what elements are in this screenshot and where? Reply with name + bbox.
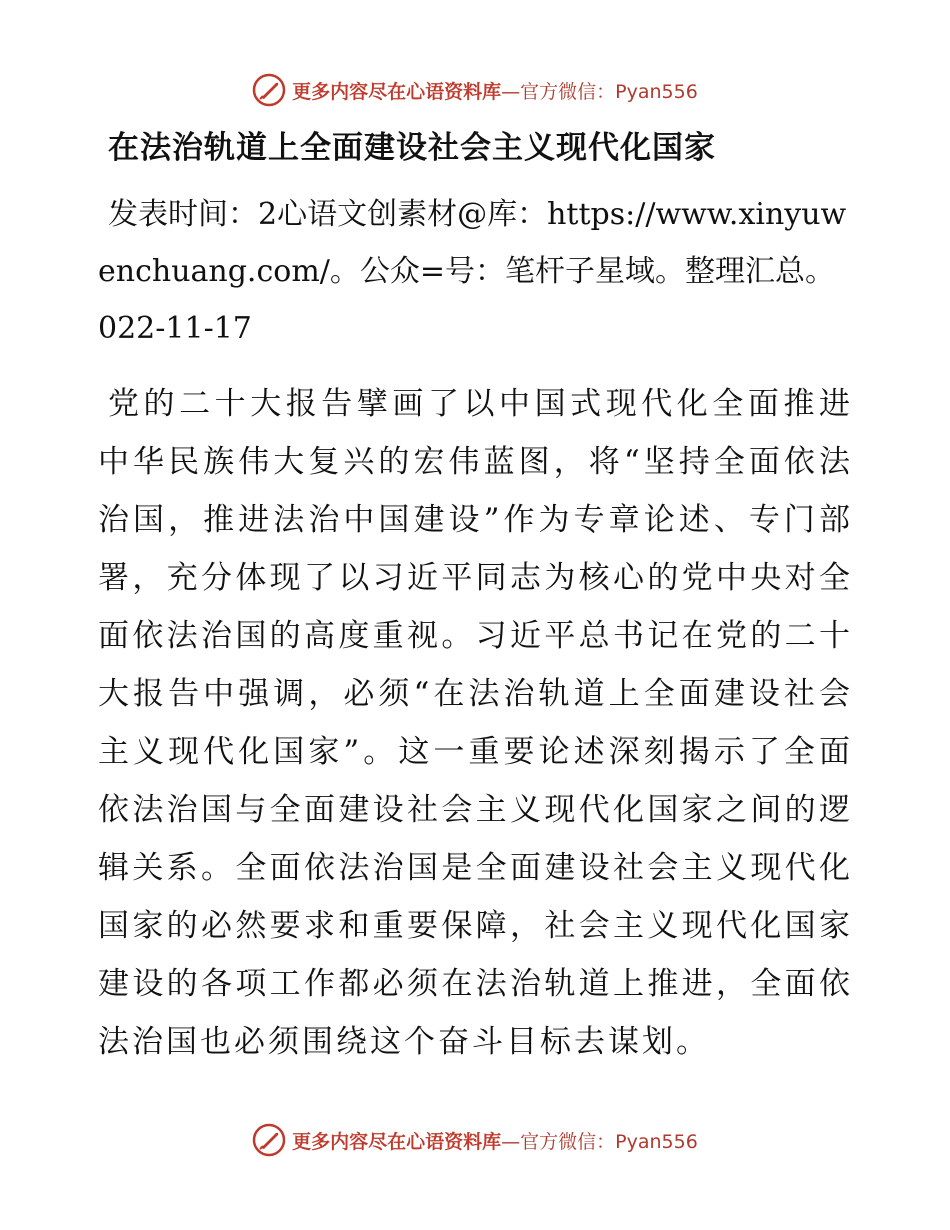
- header-banner: [0, 70, 950, 110]
- article-meta: 发表时间：2心语文创素材@库：https://www.xinyuwenchuang.com/。公众=号：笔杆子星域。整理汇总。022-11-17: [98, 197, 847, 346]
- footer-banner-lead: 更多内容尽在心语资料库: [292, 1130, 502, 1153]
- footer-banner-wechat: —官方微信：Pyan556: [501, 1130, 698, 1153]
- footer-banner-text: [292, 1127, 698, 1154]
- footer-banner: [0, 1120, 950, 1160]
- header-banner-wechat: —官方微信：Pyan556: [501, 80, 698, 103]
- article-body-paragraph: 党的二十大报告擘画了以中国式现代化全面推进中华民族伟大复兴的宏伟蓝图，将“坚持全面依法治国，推进法治中国建设”作为专章论述、专门部署，充分体现了以习近平同志为核心的党中央对全面依法治国的高度重视。习近平总书记在党的二十大报告中强调，必须“在法治轨道上全面建设社会主义现代化国家”。这一重要论述深刻揭示了全面依法治国与全面建设社会主义现代化国家之间的逻辑关系。全面依法治国是全面建设社会主义现代化国家的必然要求和重要保障，社会主义现代化国家建设的各项工作都必须在法治轨道上推进，全面依法治国也必须围绕这个奋斗目标去谋划。: [98, 386, 853, 1060]
- header-banner-text: [292, 77, 698, 104]
- feather-pen-logo-icon: [252, 73, 286, 107]
- article: [98, 120, 853, 1071]
- header-banner-lead: 更多内容尽在心语资料库: [292, 80, 502, 103]
- feather-pen-logo-icon: [252, 1123, 286, 1157]
- article-title: 在法治轨道上全面建设社会主义现代化国家: [108, 130, 716, 166]
